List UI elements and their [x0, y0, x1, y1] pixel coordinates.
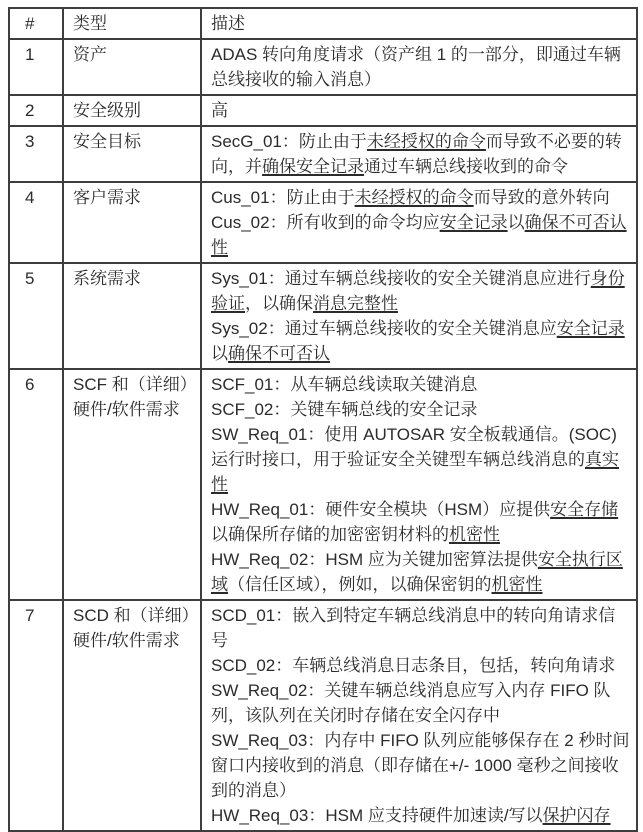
- description-paragraph: [211, 266, 632, 316]
- text-segment: Sys_02：通过车辆总线接收的安全关键消息应: [211, 319, 557, 338]
- text-segment: SCF_02：关键车辆总线的安全记录: [211, 400, 478, 419]
- row-description-cell: [201, 600, 637, 831]
- header-description: 描述: [201, 8, 637, 39]
- table-row: [9, 39, 637, 95]
- row-number-cell: 2: [9, 95, 63, 126]
- table-row: [9, 369, 637, 600]
- row-type-cell: 系统需求: [63, 263, 201, 369]
- description-paragraph: [211, 372, 632, 397]
- table-row: [9, 263, 637, 369]
- description-paragraph: [211, 185, 632, 210]
- underlined-text: 安全记录: [439, 213, 508, 232]
- text-segment: Sys_01：通过车辆总线接收的安全关键消息应进行: [211, 269, 591, 288]
- text-segment: 以: [507, 213, 525, 232]
- text-segment: 通过车辆总线接收到的命令: [364, 157, 568, 176]
- row-description-cell: [201, 126, 637, 182]
- text-segment: SW_Req_01：使用 AUTOSAR 安全板载通信。(SOC)运行时接口，用于验证安全关键型车辆总线消息的: [211, 425, 617, 469]
- underlined-text: 身份验证: [211, 269, 625, 313]
- description-paragraph: [211, 316, 632, 366]
- header-type: 类型: [63, 8, 201, 39]
- description-paragraph: [211, 42, 632, 92]
- header-row: [9, 8, 637, 39]
- row-number-cell: 6: [9, 369, 63, 600]
- text-segment: SCF_01：从车辆总线读取关键消息: [211, 375, 478, 394]
- row-number-cell: 3: [9, 126, 63, 182]
- text-segment: HW_Req_02：HSM 应为关键加密算法提供: [211, 550, 538, 569]
- table-row: [9, 182, 637, 263]
- text-segment: ，以确保: [245, 294, 313, 313]
- text-segment: SW_Req_03：内存中 FIFO 队列应能够保存在 2 秒时间窗口内接收到的消息（即存储在+/- 1000 毫秒之间接收到的消息）: [211, 731, 630, 800]
- description-paragraph: [211, 678, 632, 728]
- underlined-text: 保护闪存: [542, 806, 611, 825]
- underlined-text: 消息完整性: [313, 294, 398, 313]
- text-segment: Cus_02：所有收到的命令均应: [211, 213, 440, 232]
- underlined-text: 确保不可否认性: [211, 213, 627, 257]
- text-segment: SW_Req_02：关键车辆总线消息应写入内存 FIFO 队列，该队列在关闭时存储在安全闪存中: [211, 681, 611, 725]
- underlined-text: 安全记录: [556, 319, 625, 338]
- text-segment: 而导致的意外转向: [473, 188, 610, 207]
- header-number: #: [9, 8, 63, 39]
- table-row: [9, 126, 637, 182]
- text-segment: SCD_01：嵌入到特定车辆总线消息中的转向角请求信号: [211, 606, 616, 650]
- text-segment: （信任区域），例如，以确保密钥的: [228, 575, 492, 594]
- row-number-cell: 5: [9, 263, 63, 369]
- underlined-text: 机密性: [491, 575, 543, 594]
- underlined-text: 未经授权的命令: [354, 188, 474, 207]
- description-paragraph: [211, 98, 632, 123]
- table-body: [9, 39, 637, 831]
- row-type-cell: 客户需求: [63, 182, 201, 263]
- description-paragraph: [211, 547, 632, 597]
- underlined-text: 安全执行区域: [211, 550, 623, 594]
- row-number-cell: 7: [9, 600, 63, 831]
- row-description-cell: [201, 263, 637, 369]
- text-segment: ADAS 转向角度请求（资产组 1 的一部分，即通过车辆总线接收的输入消息）: [211, 45, 621, 89]
- text-segment: SecG_01：防止由于: [211, 132, 367, 151]
- requirements-table: [8, 7, 638, 832]
- row-type-cell: SCF 和（详细）硬件/软件需求: [63, 369, 201, 600]
- row-number-cell: 1: [9, 39, 63, 95]
- underlined-text: 未经授权的命令: [366, 132, 486, 151]
- description-paragraph: [211, 422, 632, 497]
- description-paragraph: [211, 603, 632, 653]
- underlined-text: 确保安全记录: [262, 157, 364, 176]
- text-segment: HW_Req_01：硬件安全模块（HSM）应提供: [211, 500, 551, 519]
- row-type-cell: SCD 和（详细）硬件/软件需求: [63, 600, 201, 831]
- row-type-cell: 安全级别: [63, 95, 201, 126]
- description-paragraph: [211, 129, 632, 179]
- row-description-cell: [201, 95, 637, 126]
- description-paragraph: [211, 397, 632, 422]
- description-paragraph: [211, 803, 632, 828]
- table-row: [9, 95, 637, 126]
- underlined-text: 安全存储: [550, 500, 619, 519]
- table-row: [9, 600, 637, 831]
- description-paragraph: [211, 497, 632, 547]
- underlined-text: 机密性: [449, 525, 500, 544]
- row-description-cell: [201, 182, 637, 263]
- description-paragraph: [211, 653, 632, 678]
- row-description-cell: [201, 39, 637, 95]
- text-segment: 以: [211, 344, 228, 363]
- underlined-text: 真实性: [211, 450, 619, 494]
- underlined-text: 确保不可否认: [228, 344, 330, 363]
- text-segment: SCD_02：车辆总线消息日志条目，包括，转向角请求: [211, 656, 616, 675]
- description-paragraph: [211, 210, 632, 260]
- row-description-cell: [201, 369, 637, 600]
- row-type-cell: 资产: [63, 39, 201, 95]
- text-segment: 而导致不必要的转向，并: [211, 132, 622, 176]
- text-segment: Cus_01：防止由于: [211, 188, 355, 207]
- description-paragraph: [211, 728, 632, 803]
- text-segment: 以确保所存储的加密密钥材料的: [211, 525, 449, 544]
- row-number-cell: 4: [9, 182, 63, 263]
- row-type-cell: 安全目标: [63, 126, 201, 182]
- text-segment: 高: [211, 101, 228, 120]
- text-segment: HW_Req_03：HSM 应支持硬件加速读/写以: [211, 806, 543, 825]
